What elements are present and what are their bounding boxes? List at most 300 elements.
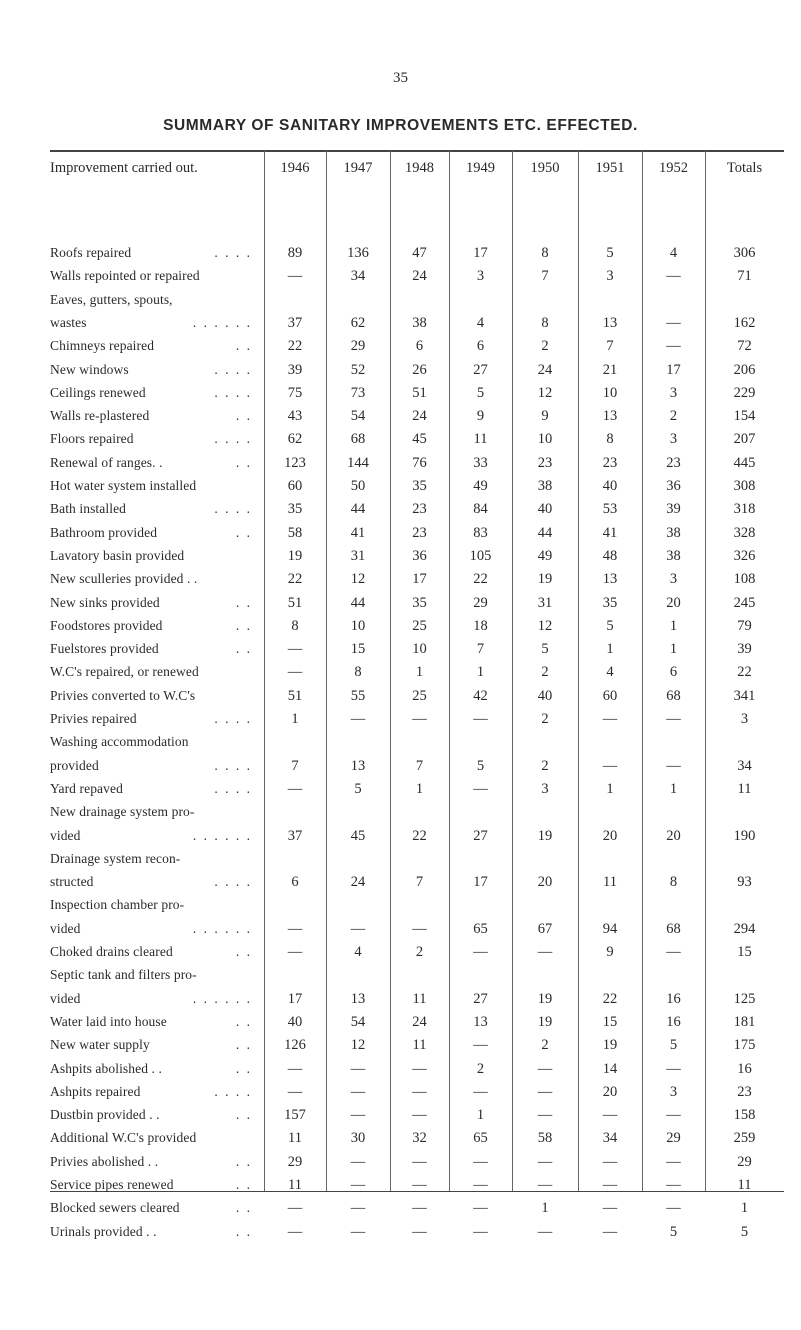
- year-cell: 17: [287, 990, 303, 1007]
- leader-dots: . .: [235, 1177, 252, 1192]
- year-cell: 1: [669, 780, 678, 797]
- year-cell: 126: [284, 1037, 306, 1054]
- year-cell: —: [412, 1177, 427, 1193]
- year-cell: 49: [473, 478, 488, 494]
- leader-dots: . . . . . .: [192, 920, 252, 936]
- year-cell: 11: [412, 1037, 427, 1054]
- year-cell: 25: [412, 687, 427, 704]
- year-cell: 13: [602, 314, 618, 331]
- year-cell: 43: [287, 408, 303, 425]
- row-label: Choked drains cleared: [50, 944, 173, 959]
- year-cell: 1: [606, 780, 614, 797]
- total-cell: 445: [733, 454, 756, 471]
- leader-dots: . . . .: [214, 1083, 252, 1099]
- year-cell: 5: [606, 245, 614, 261]
- total-cell: 1: [740, 1200, 749, 1217]
- year-cell: 7: [476, 641, 485, 658]
- year-cell: 24: [412, 1013, 427, 1030]
- leader-dots: . . . . . .: [192, 990, 252, 1006]
- year-cell: 4: [354, 944, 362, 960]
- total-cell: 108: [733, 571, 756, 588]
- year-cell: —: [287, 1060, 303, 1077]
- total-cell: 11: [737, 780, 752, 797]
- year-cell: —: [350, 1223, 366, 1240]
- year-cell: 8: [606, 431, 614, 448]
- total-cell: 23: [737, 1083, 752, 1100]
- table-row: [50, 758, 784, 774]
- year-cell: 11: [473, 431, 488, 448]
- year-cell: 10: [537, 431, 553, 448]
- year-cell: 105: [469, 547, 492, 564]
- total-cell: 125: [733, 990, 756, 1007]
- total-cell: 93: [737, 874, 752, 891]
- year-cell: 48: [602, 547, 618, 564]
- year-cell: 35: [602, 594, 618, 611]
- leader-dots: . .: [235, 1153, 252, 1169]
- table-row: [50, 1200, 784, 1216]
- year-cell: 23: [602, 454, 618, 471]
- row-label: Renewal of ranges. .: [50, 454, 163, 470]
- year-cell: 4: [476, 314, 485, 331]
- year-cell: 11: [412, 990, 427, 1007]
- year-cell: 30: [350, 1130, 366, 1147]
- year-cell: 17: [473, 245, 488, 261]
- year-cell: 17: [412, 571, 427, 588]
- table-row: [50, 478, 784, 494]
- row-label: Walls re-plastered: [50, 408, 150, 424]
- year-cell: —: [537, 1177, 553, 1193]
- leader-dots: . .: [235, 641, 252, 657]
- year-cell: 45: [350, 827, 366, 844]
- year-cell: 1: [291, 711, 299, 727]
- year-cell: 58: [287, 524, 303, 541]
- year-cell: —: [666, 711, 681, 727]
- table-row: [50, 781, 784, 797]
- leader-dots: . . . .: [214, 501, 252, 517]
- year-cell: 20: [602, 827, 618, 844]
- year-cell: —: [537, 1060, 553, 1077]
- year-cell: 37: [287, 827, 303, 844]
- year-cell: —: [287, 268, 303, 285]
- year-cell: 8: [541, 314, 549, 331]
- row-label: Water laid into house: [50, 1013, 167, 1029]
- table-row: [50, 525, 784, 541]
- table-row: [50, 967, 784, 983]
- table-row: [50, 1061, 784, 1077]
- year-cell: 40: [537, 501, 553, 518]
- header-rule: [50, 151, 784, 152]
- year-cell: —: [666, 314, 681, 331]
- leader-dots: . .: [235, 524, 252, 540]
- row-label: New sculleries provided . .: [50, 571, 198, 587]
- year-cell: 7: [606, 338, 614, 355]
- table-row: [50, 385, 784, 401]
- table-row: [50, 1154, 784, 1170]
- year-cell: 51: [287, 594, 303, 611]
- table-row: [50, 408, 784, 424]
- year-cell: 35: [412, 478, 427, 494]
- year-cell: —: [537, 1083, 553, 1100]
- total-cell: 72: [737, 338, 752, 355]
- year-cell: 7: [541, 268, 549, 285]
- year-cell: —: [666, 944, 681, 960]
- header-totals: Totals: [726, 160, 763, 176]
- year-cell: 37: [287, 314, 303, 331]
- leader-dots: . . . .: [214, 245, 252, 260]
- leader-dots: . .: [235, 1200, 252, 1216]
- leader-dots: . . . . . .: [192, 314, 252, 330]
- total-cell: 175: [733, 1037, 756, 1054]
- year-cell: —: [473, 1223, 488, 1240]
- total-cell: 5: [740, 1223, 749, 1240]
- year-cell: 38: [537, 478, 553, 494]
- leader-dots: . . . .: [214, 757, 252, 773]
- table-row: [50, 1014, 784, 1030]
- year-cell: —: [602, 1223, 618, 1240]
- year-cell: 11: [288, 1130, 302, 1147]
- year-cell: —: [537, 1107, 553, 1124]
- table-row: [50, 362, 784, 378]
- table-row: [50, 1107, 784, 1123]
- year-cell: —: [473, 780, 488, 797]
- table-row: [50, 897, 784, 913]
- row-label: vided: [50, 827, 81, 843]
- year-cell: —: [412, 920, 427, 937]
- header-year: 1952: [659, 160, 688, 176]
- year-cell: 1: [606, 641, 614, 658]
- year-cell: —: [666, 268, 681, 285]
- year-cell: 7: [415, 757, 424, 774]
- year-cell: —: [350, 1200, 366, 1217]
- year-cell: —: [412, 1153, 427, 1170]
- total-cell: 206: [733, 361, 756, 378]
- year-cell: —: [287, 944, 303, 960]
- year-cell: 2: [541, 757, 549, 774]
- year-cell: 40: [287, 1013, 303, 1030]
- year-cell: 55: [350, 687, 366, 704]
- row-label: Floors repaired: [50, 431, 134, 447]
- table-row: [50, 338, 784, 354]
- year-cell: 2: [541, 1037, 549, 1054]
- table-row: [50, 571, 784, 587]
- year-cell: —: [287, 1200, 303, 1217]
- year-cell: 9: [606, 944, 614, 960]
- year-cell: 13: [602, 408, 618, 425]
- year-cell: 7: [415, 874, 424, 891]
- year-cell: 41: [602, 524, 618, 541]
- year-cell: —: [412, 1060, 427, 1077]
- year-cell: 12: [537, 384, 553, 401]
- year-cell: 5: [669, 1037, 678, 1054]
- table-row: [50, 548, 784, 564]
- row-label: Privies converted to W.C's: [50, 687, 196, 703]
- total-cell: 341: [733, 687, 756, 704]
- year-cell: 31: [350, 547, 366, 564]
- year-cell: 67: [537, 920, 553, 937]
- table-row: [50, 1037, 784, 1053]
- year-cell: 42: [473, 687, 488, 704]
- year-cell: 33: [473, 454, 488, 471]
- row-label: Ashpits abolished . .: [50, 1060, 162, 1076]
- total-cell: 29: [737, 1153, 752, 1170]
- year-cell: 38: [666, 524, 681, 541]
- year-cell: 29: [350, 338, 366, 355]
- leader-dots: . . . .: [214, 431, 252, 447]
- year-cell: 13: [350, 990, 366, 1007]
- year-cell: 123: [284, 454, 306, 471]
- table-row: [50, 851, 784, 867]
- year-cell: 22: [473, 571, 488, 588]
- year-cell: 8: [354, 664, 362, 681]
- year-cell: 20: [666, 827, 681, 844]
- row-label: Bath installed: [50, 501, 127, 517]
- year-cell: 39: [666, 501, 681, 518]
- year-cell: 68: [666, 920, 681, 937]
- year-cell: —: [473, 1200, 488, 1217]
- year-cell: 19: [537, 827, 553, 844]
- total-cell: 11: [737, 1177, 752, 1193]
- total-cell: 229: [733, 384, 756, 401]
- row-label: Dustbin provided . .: [50, 1107, 160, 1123]
- year-cell: 8: [541, 245, 549, 261]
- year-cell: 22: [412, 827, 427, 844]
- total-cell: 326: [733, 547, 756, 564]
- header-year: 1946: [280, 160, 310, 176]
- leader-dots: . .: [235, 1037, 252, 1053]
- year-cell: 2: [669, 408, 678, 425]
- leader-dots: . . . .: [214, 780, 252, 796]
- year-cell: 44: [350, 594, 366, 611]
- year-cell: 34: [602, 1130, 618, 1147]
- year-cell: 26: [412, 361, 427, 378]
- leader-dots: . .: [235, 617, 252, 633]
- year-cell: 1: [669, 641, 678, 658]
- year-cell: 14: [602, 1060, 618, 1077]
- row-label: Privies abolished . .: [50, 1153, 159, 1169]
- year-cell: 52: [350, 361, 366, 378]
- year-cell: —: [287, 920, 303, 937]
- total-cell: 79: [737, 617, 752, 634]
- row-label: Foodstores provided: [50, 617, 163, 633]
- year-cell: 36: [666, 478, 681, 494]
- table-row: [50, 921, 784, 937]
- year-cell: 5: [541, 641, 549, 658]
- year-cell: —: [287, 1223, 303, 1240]
- year-cell: 5: [669, 1223, 678, 1240]
- table-row: [50, 245, 784, 261]
- total-cell: 328: [733, 524, 756, 541]
- header-year: 1951: [595, 160, 625, 176]
- year-cell: 3: [541, 780, 549, 797]
- year-cell: 20: [666, 594, 681, 611]
- year-cell: 34: [350, 268, 366, 285]
- year-cell: 1: [415, 664, 424, 681]
- year-cell: 16: [666, 990, 681, 1007]
- table-row: [50, 664, 784, 680]
- year-cell: 22: [287, 571, 303, 588]
- year-cell: 60: [287, 478, 303, 494]
- row-label: vided: [50, 920, 81, 936]
- year-cell: 65: [473, 1130, 488, 1147]
- year-cell: 73: [350, 384, 366, 401]
- year-cell: 84: [473, 501, 488, 518]
- row-label: Ashpits repaired: [50, 1083, 141, 1099]
- table-row: [50, 292, 784, 308]
- row-label: Service pipes renewed: [50, 1177, 174, 1192]
- year-cell: 3: [669, 384, 678, 401]
- year-cell: 5: [354, 780, 362, 797]
- year-cell: 19: [537, 571, 553, 588]
- table-row: [50, 431, 784, 447]
- total-cell: 71: [737, 268, 752, 285]
- year-cell: —: [412, 1083, 427, 1100]
- year-cell: 65: [473, 920, 488, 937]
- year-cell: 5: [476, 757, 485, 774]
- year-cell: 24: [537, 361, 553, 378]
- year-cell: 3: [669, 571, 678, 588]
- year-cell: —: [473, 1153, 488, 1170]
- total-cell: 259: [733, 1130, 756, 1147]
- year-cell: 1: [476, 664, 485, 681]
- leader-dots: . .: [235, 944, 252, 959]
- row-label: Roofs repaired: [50, 245, 132, 260]
- year-cell: 83: [473, 524, 488, 541]
- year-cell: 136: [347, 245, 369, 261]
- year-cell: 51: [412, 384, 427, 401]
- table-row: [50, 268, 784, 284]
- year-cell: 44: [537, 524, 553, 541]
- row-label: New drainage system pro-: [50, 804, 195, 820]
- leader-dots: . . . .: [214, 361, 252, 377]
- year-cell: 15: [602, 1013, 618, 1030]
- row-label: Ceilings renewed: [50, 384, 146, 400]
- year-cell: —: [350, 1083, 366, 1100]
- year-cell: 23: [412, 501, 427, 518]
- header-year: 1950: [530, 160, 560, 176]
- year-cell: —: [537, 1153, 553, 1170]
- year-cell: 12: [537, 617, 553, 634]
- year-cell: 68: [350, 431, 366, 448]
- row-label: Additional W.C's provided: [50, 1130, 197, 1146]
- row-label: Eaves, gutters, spouts,: [50, 291, 173, 307]
- row-label: New sinks provided: [50, 594, 160, 610]
- year-cell: —: [666, 1153, 681, 1170]
- year-cell: 10: [350, 617, 366, 634]
- leader-dots: . . . .: [214, 384, 252, 400]
- year-cell: 51: [287, 687, 303, 704]
- year-cell: 9: [541, 408, 549, 425]
- table-row: [50, 944, 784, 960]
- leader-dots: . .: [235, 454, 252, 470]
- row-label: Bathroom provided: [50, 524, 158, 540]
- table-row: [50, 991, 784, 1007]
- year-cell: 21: [602, 361, 618, 378]
- year-cell: —: [666, 338, 681, 355]
- year-cell: 75: [287, 384, 303, 401]
- table-row: [50, 455, 784, 471]
- year-cell: —: [287, 664, 303, 681]
- row-label: Drainage system recon-: [50, 850, 181, 866]
- year-cell: 19: [602, 1037, 618, 1054]
- year-cell: 44: [350, 501, 366, 518]
- year-cell: 22: [602, 990, 618, 1007]
- year-cell: 17: [473, 874, 488, 891]
- table-row: [50, 1224, 784, 1240]
- row-label: New windows: [50, 361, 129, 377]
- leader-dots: . .: [235, 1013, 252, 1029]
- year-cell: 29: [287, 1153, 303, 1170]
- row-label: Lavatory basin provided: [50, 547, 185, 563]
- year-cell: 2: [541, 664, 549, 681]
- year-cell: —: [287, 1083, 303, 1100]
- year-cell: 17: [666, 361, 681, 378]
- year-cell: 20: [602, 1083, 618, 1100]
- row-label: wastes: [50, 314, 87, 330]
- year-cell: 25: [412, 617, 427, 634]
- improvements-table: [50, 150, 784, 1240]
- year-cell: 23: [412, 524, 427, 541]
- year-cell: 144: [347, 454, 369, 471]
- total-cell: 15: [737, 944, 752, 960]
- table-row: [50, 734, 784, 750]
- total-cell: 181: [733, 1013, 756, 1030]
- year-cell: 29: [473, 594, 488, 611]
- year-cell: 3: [669, 431, 678, 448]
- year-cell: 29: [666, 1130, 681, 1147]
- year-cell: 1: [541, 1200, 549, 1217]
- year-cell: —: [666, 1177, 681, 1193]
- year-cell: 27: [473, 827, 488, 844]
- year-cell: —: [666, 757, 681, 774]
- year-cell: 1: [476, 1107, 485, 1124]
- year-cell: 23: [666, 454, 681, 471]
- row-label: Chimneys repaired: [50, 338, 155, 354]
- year-cell: —: [473, 1083, 488, 1100]
- total-cell: 154: [733, 408, 756, 425]
- year-cell: —: [666, 1200, 681, 1217]
- year-cell: 2: [541, 338, 549, 355]
- total-cell: 190: [733, 827, 756, 844]
- year-cell: —: [350, 920, 366, 937]
- year-cell: —: [537, 944, 553, 960]
- year-cell: 11: [603, 874, 617, 891]
- year-cell: —: [412, 1200, 427, 1217]
- year-cell: —: [412, 711, 427, 727]
- year-cell: —: [473, 1177, 488, 1193]
- year-cell: 47: [412, 245, 427, 261]
- year-cell: 54: [350, 408, 366, 425]
- year-cell: 6: [669, 664, 678, 681]
- year-cell: 32: [412, 1130, 427, 1147]
- year-cell: 1: [669, 617, 678, 634]
- row-label: vided: [50, 990, 81, 1006]
- year-cell: —: [473, 1037, 488, 1054]
- table-row: [50, 828, 784, 844]
- leader-dots: . .: [235, 338, 252, 354]
- leader-dots: . .: [235, 1060, 252, 1076]
- year-cell: 27: [473, 361, 488, 378]
- year-cell: 6: [476, 338, 485, 355]
- leader-dots: . .: [235, 594, 252, 610]
- year-cell: 38: [412, 314, 427, 331]
- year-cell: —: [350, 1060, 366, 1077]
- total-cell: 162: [733, 314, 756, 331]
- table-row: [50, 315, 784, 331]
- row-label: Inspection chamber pro-: [50, 897, 185, 913]
- total-cell: 308: [733, 478, 756, 494]
- year-cell: 2: [476, 1060, 485, 1077]
- leader-dots: . . . .: [214, 874, 252, 890]
